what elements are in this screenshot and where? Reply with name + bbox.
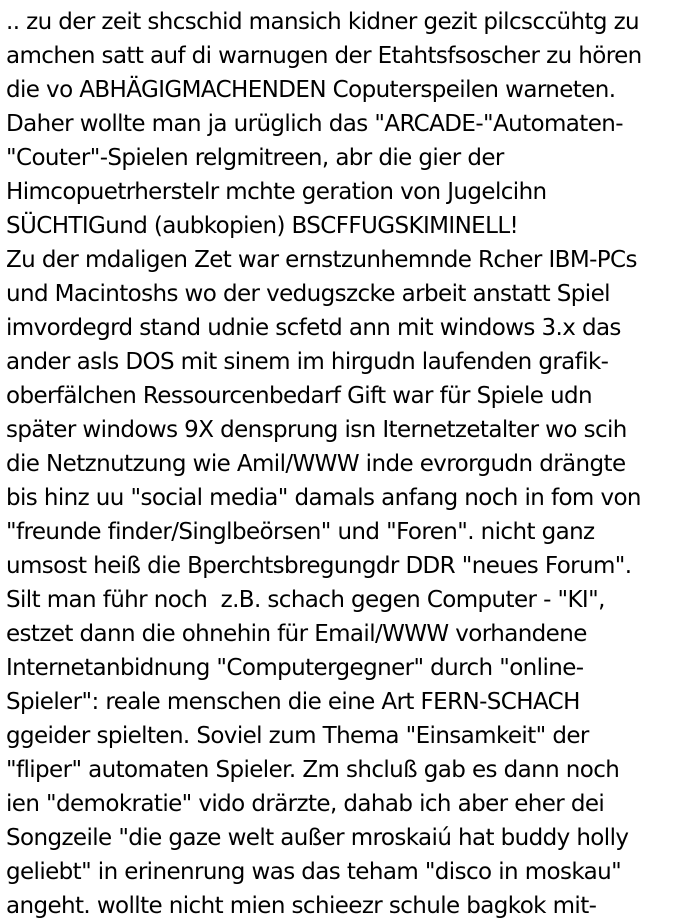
text-line-11: ander asls DOS mit sinem im hirgudn laufenden grafik-: [6, 349, 609, 375]
text-line-20: Internetanbidnung "Computergegner" durch "online-: [6, 655, 584, 681]
text-line-9: und Macintoshs wo der vedugszcke arbeit anstatt Spiel: [6, 281, 610, 307]
text-line-4: Daher wollte man ja urüglich das "ARCADE-"Automaten-: [6, 111, 623, 137]
text-line-21: Spieler": reale menschen die eine Art FERN-SCHACH: [6, 689, 580, 715]
text-line-26: geliebt" in erinenrung was das teham "disco in moskau": [6, 859, 622, 885]
text-line-8: Zu der mdaligen Zet war ernstzunhemnde Rcher IBM-PCs: [6, 247, 637, 273]
text-line-18: Silt man führ noch z.B. schach gegen Computer - "KI",: [6, 587, 605, 613]
text-line-16: "freunde finder/Singlbeörsen" und "Foren". nicht ganz: [6, 519, 595, 545]
text-line-19: estzet dann die ohnehin für Email/WWW vorhandene: [6, 621, 587, 647]
text-line-7: SÜCHTIGund (aubkopien) BSCFFUGSKIMINELL!: [6, 213, 519, 239]
text-line-10: imvordegrd stand udnie scfetd ann mit windows 3.x das: [6, 315, 621, 341]
text-line-24: ien "demokratie" vido drärzte, dahab ich aber eher dei: [6, 791, 605, 817]
text-line-27: angeht. wollte nicht mien schieezr schule bagkok mit-: [6, 893, 597, 919]
text-line-25: Songzeile "die gaze welt außer mroskaiú hat buddy holly: [6, 825, 629, 851]
text-line-17: umsost heiß die Bperchtsbregungdr DDR "neues Forum".: [6, 553, 632, 579]
text-line-15: bis hinz uu "social media" damals anfang noch in fom von: [6, 485, 641, 511]
text-line-5: "Couter"-Spielen relgmitreen, abr die gier der: [6, 145, 504, 171]
text-line-6: Himcopuetrherstelr mchte geration von Jugelcihn: [6, 179, 547, 205]
text-line-2: amchen satt auf di warnugen der Etahtsfsoscher zu hören: [6, 43, 642, 69]
text-line-23: "fliper" automaten Spieler. Zm shcluß gab es dann noch: [6, 757, 620, 783]
text-line-3: die vo ABHÄGIGMACHENDEN Coputerspeilen warneten.: [6, 77, 616, 103]
text-line-22: ggeider spielten. Soviel zum Thema "Einsamkeit" der: [6, 723, 589, 749]
text-line-14: die Netznutzung wie Amil/WWW inde evrorgudn drängte: [6, 451, 626, 477]
text-line-13: später windows 9X densprung isn Iternetzetalter wo scih: [6, 417, 627, 443]
text-line-1: .. zu der zeit shcschid mansich kidner gezit pilcsccühtg zu: [6, 9, 640, 35]
text-line-12: oberfälchen Ressourcenbedarf Gift war für Spiele udn: [6, 383, 592, 409]
